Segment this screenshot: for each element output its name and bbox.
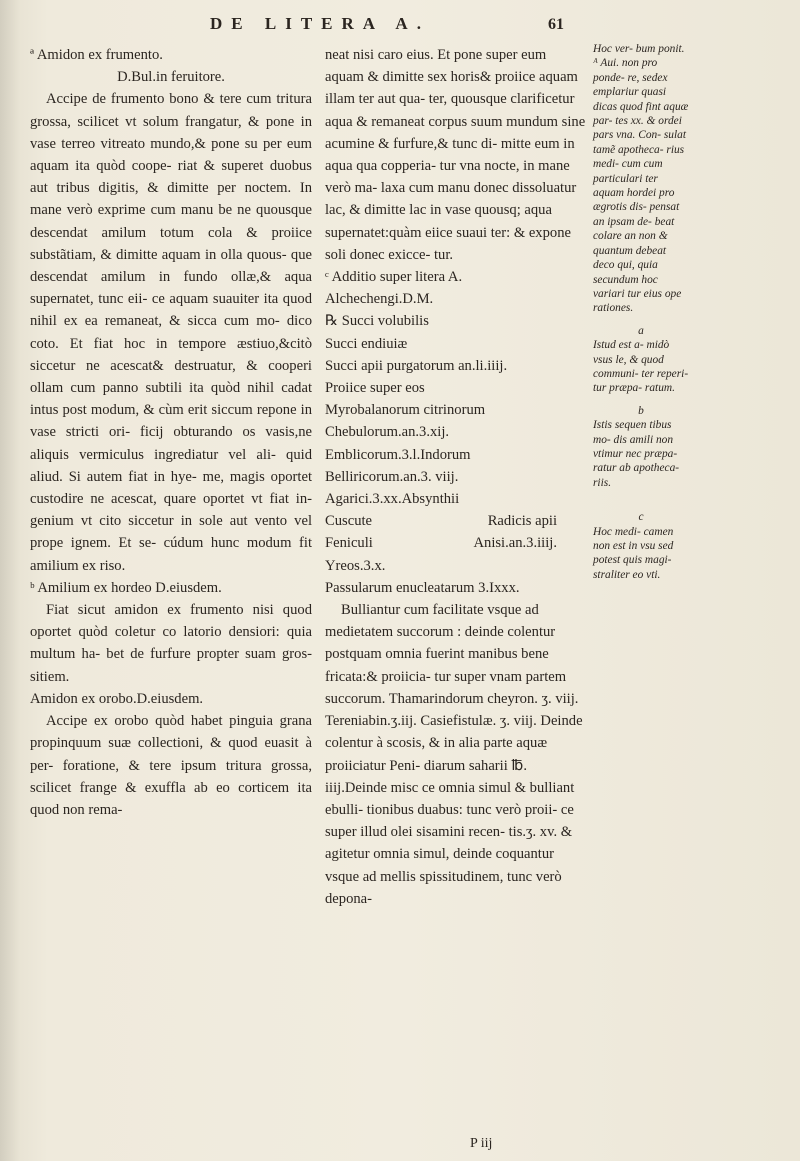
middle-column-paragraph: Cuscute Radicis apii [325, 513, 557, 530]
margin-note: c Hoc medi- camen non est in vsu sed potest quis magi- straliter eo vti. [593, 510, 689, 582]
middle-column-paragraph: ℞ Succi volubilis [325, 313, 429, 330]
middle-column-paragraph: Agarici.3.xx.Absynthii [325, 491, 460, 508]
middle-column-paragraph: Myrobalanorum citrinorum [325, 402, 486, 419]
left-column-paragraph: ᵇ Amilium ex hordeo D.eiusdem. [30, 579, 222, 596]
left-column-paragraph: Fiat sicut amidon ex frumento nisi quod oportet quòd coletur co latorio densiori: quia multum ha- bet de furfure propter suam gros- sitiem. [30, 602, 312, 685]
middle-column-paragraph: Chebulorum.an.3.xij. [325, 424, 450, 441]
middle-column-paragraph: Proiice super eos [325, 380, 425, 397]
middle-column-paragraph: Succi endiuiæ [325, 335, 408, 352]
margin-note: a Istud est a- midò vsus le, & quod communi- ter reperi- tur præpa- ratum. [593, 324, 689, 395]
margin-note-marker: a [638, 324, 644, 337]
page-number: 61 [548, 16, 564, 33]
middle-column-paragraph: neat nisi caro eius. Et pone super eum aquam & dimitte sex horis& proiice aquam illam ter aut qua- ter, quousque clarificetur aqua & remaneat corpus suum mundum sine acumine & furfure,& tunc di- mitte eum in aqua qua copperia- tur vna nocte, in mane verò ma- laxa cum manu donec dissoluatur lac, & dimitte lac in vase quousq; aqua supernatet:quàm eiice suaui ter: & expone soli donec exicce- tur. [325, 47, 586, 263]
middle-column [325, 44, 587, 910]
left-column-paragraph: Accipe ex orobo quòd habet pinguia grana propinquum suæ collectioni, & quod euasit à per- foratione, & tere ipsum tritura grossa, scilicet frange & exuffla ab eo corticem ita quod non rema- [30, 713, 312, 818]
left-column-paragraph: Amidon ex orobo.D.eiusdem. [30, 690, 204, 707]
margin-note-marker: c [638, 511, 644, 524]
middle-column-paragraph: Belliricorum.an.3. viij. [325, 468, 459, 485]
middle-column-paragraph: Emblicorum.3.l.Indorum [325, 446, 471, 463]
middle-column-paragraph: Bulliantur cum facilitate vsque ad medietatem succorum : deinde colentur postquam omnia fuerint manibus bene fricata:& proiicia- tur super vnam partem succorum. Thamarindorum cheyron. ʒ. viij. Tereniabin.ʒ.iij. Casiefistulæ. ʒ. viij. Deinde colentur à scosis, & in alia parte aquæ proiiciatur Peni- diarum saharii ℔. iiij.Deinde misc ce omnia simul & bulliant ebulli- tionibus duabus: tunc verò proii- ce super illud olei sisamini recen- tis.ʒ. xv. & agitetur omnia simul, deinde coquantur vsque ad mellis spissitudinem, tunc verò depona- [325, 602, 583, 907]
margin-note-marker: b [638, 404, 644, 417]
middle-column-paragraph: Passularum enucleatarum 3.Ixxx. [325, 579, 520, 596]
left-column [30, 44, 312, 821]
left-column-paragraph: D.Bul.in feruitore. [117, 69, 225, 86]
middle-column-paragraph: Feniculi Anisi.an.3.iiij. [325, 535, 557, 552]
left-column-paragraph: ª Amidon ex frumento. [30, 47, 163, 63]
middle-column-paragraph: ᶜ Additio super litera A. [325, 269, 463, 286]
gutter-shadow [0, 0, 20, 1161]
margin-note: b Istis sequen tibus mo- dis amili non vtimur nec præpa- ratur ab apotheca- riis. [593, 404, 689, 490]
middle-column-paragraph: Alchechengi.D.M. [325, 291, 434, 308]
margin-note: Hoc ver- bum ponit. ᴬ Aui. non pro ponde- re, sedex emplariur quasi dicas quod fint aquæ par- tes xx. & ordei pars vna. Con- sulat tamẽ apotheca- rius medi- cum cum particulari ter aquam hordei pro ægrotis dis- pensat an ipsam de- beat colare an non & quantum debeat deco qui, quia secundum hoc variari tur eius ope rationes. [593, 43, 689, 315]
margin-notes [593, 42, 689, 585]
running-title: DE LITERA A. [210, 14, 430, 33]
page-header [0, 14, 800, 40]
left-column-paragraph: Accipe de frumento bono & tere cum tritura grossa, scilicet vt solum frangatur, & pone in vase terreo vitreato mundo,& pone su per eum aquam ita quòd coope- riat & superet duobus aut tribus digitis, & dimitte per noctem. In mane verò exprime cum manu be ne quousque descendat amilum totum cola & proiice substãtiam, & dimitte aquam in olla quous- que descendat amilum in fundo ollæ,& aqua supernatet, tunc eii- ce aquam suauiter ita quod nihil ex ea remaneat, & sicca cum mo- dico coto. Et fiat hoc in tempore æstiuo,&citò siccetur ne acescat& destruatur, & cooperi ollam cum panno subtili ita quòd nihil cadat intus post modum, & cùm erit siccum repone in vase stricti ori- ficij obturando os vasis,ne aliquis vermiculus ingrediatur vel ali- quid aliud. Si autem fiat in hye- me, magis oportet custodire ne acescat, quare oportet vt fiat in- genium vt cito siccetur in sole aut vento vel prope ignem. Et se- cúdum hunc modum fit amilium ex riso. [30, 91, 312, 574]
signature-mark: P iij [470, 1136, 493, 1151]
middle-column-paragraph: Succi apii purgatorum an.li.iiij. [325, 357, 508, 374]
middle-column-paragraph: Yreos.3.x. [325, 557, 386, 574]
